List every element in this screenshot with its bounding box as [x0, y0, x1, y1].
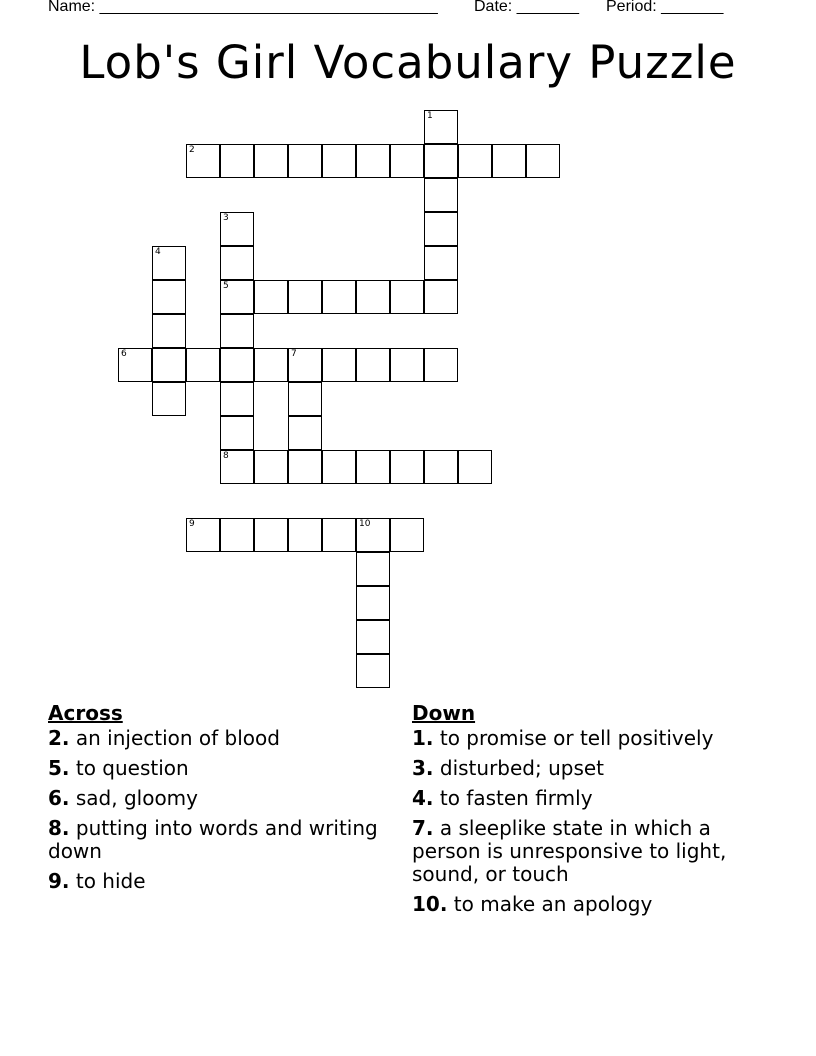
crossword-cell[interactable] — [288, 280, 322, 314]
crossword-cell[interactable] — [118, 348, 152, 382]
clue-number: 9 — [189, 519, 195, 529]
crossword-cell[interactable] — [220, 450, 254, 484]
crossword-cell[interactable] — [220, 280, 254, 314]
across-clue — [48, 817, 378, 863]
down-clue — [412, 787, 772, 810]
clue-number: 5. — [48, 756, 70, 780]
crossword-cell[interactable] — [254, 144, 288, 178]
crossword-cell[interactable] — [220, 348, 254, 382]
crossword-cell[interactable] — [390, 280, 424, 314]
across-clue — [48, 870, 378, 893]
crossword-cell[interactable] — [356, 586, 390, 620]
crossword-cell[interactable] — [288, 348, 322, 382]
across-clue — [48, 787, 378, 810]
crossword-cell[interactable] — [424, 450, 458, 484]
clue-number: 6. — [48, 786, 70, 810]
clue-number: 4 — [155, 247, 161, 257]
crossword-cell[interactable] — [492, 144, 526, 178]
crossword-cell[interactable] — [356, 552, 390, 586]
crossword-cell[interactable] — [254, 450, 288, 484]
clue-number: 10. — [412, 892, 448, 916]
crossword-cell[interactable] — [424, 246, 458, 280]
crossword-cell[interactable] — [424, 110, 458, 144]
clue-text: an injection of blood — [69, 726, 280, 750]
across-clue-list — [48, 727, 378, 893]
crossword-cell[interactable] — [390, 518, 424, 552]
clue-text: disturbed; upset — [433, 756, 605, 780]
crossword-cell[interactable] — [186, 518, 220, 552]
crossword-cell[interactable] — [322, 518, 356, 552]
across-clue — [48, 757, 378, 780]
crossword-cell[interactable] — [356, 654, 390, 688]
clue-number: 3. — [412, 756, 434, 780]
clue-text: to hide — [69, 869, 146, 893]
crossword-cell[interactable] — [152, 280, 186, 314]
crossword-cell[interactable] — [356, 518, 390, 552]
clue-number: 1 — [427, 111, 433, 121]
clue-number: 3 — [223, 213, 229, 223]
crossword-cell[interactable] — [288, 518, 322, 552]
crossword-cell[interactable] — [220, 382, 254, 416]
clue-text: to make an apology — [447, 892, 653, 916]
crossword-cell[interactable] — [288, 382, 322, 416]
clue-text: a sleeplike state in which a person is unresponsive to light, sound, or touch — [412, 816, 727, 886]
crossword-cell[interactable] — [424, 348, 458, 382]
crossword-cell[interactable] — [322, 348, 356, 382]
clue-number: 4. — [412, 786, 434, 810]
crossword-cell[interactable] — [356, 450, 390, 484]
crossword-cell[interactable] — [288, 416, 322, 450]
down-clue — [412, 727, 772, 750]
puzzle-title: Lob's Girl Vocabulary Puzzle — [79, 36, 737, 89]
crossword-cell[interactable] — [220, 212, 254, 246]
crossword-cell[interactable] — [424, 212, 458, 246]
crossword-cell[interactable] — [390, 348, 424, 382]
clue-number: 7. — [412, 816, 434, 840]
down-clue — [412, 893, 772, 916]
crossword-cell[interactable] — [186, 144, 220, 178]
crossword-cell[interactable] — [390, 144, 424, 178]
crossword-cell[interactable] — [356, 348, 390, 382]
clue-text: to fasten firmly — [433, 786, 593, 810]
period-field-label: Period: _______ — [606, 0, 724, 15]
crossword-cell[interactable] — [152, 348, 186, 382]
crossword-cell[interactable] — [458, 450, 492, 484]
crossword-cell[interactable] — [288, 450, 322, 484]
crossword-cell[interactable] — [152, 246, 186, 280]
crossword-cell[interactable] — [424, 280, 458, 314]
crossword-cell[interactable] — [526, 144, 560, 178]
crossword-cell[interactable] — [322, 144, 356, 178]
crossword-cell[interactable] — [152, 314, 186, 348]
crossword-cell[interactable] — [254, 518, 288, 552]
crossword-cell[interactable] — [356, 280, 390, 314]
clue-text: sad, gloomy — [69, 786, 199, 810]
crossword-cell[interactable] — [322, 280, 356, 314]
crossword-cell[interactable] — [220, 416, 254, 450]
down-clues — [412, 702, 772, 923]
name-field-label: Name: ______________________________________ — [48, 0, 438, 15]
crossword-cell[interactable] — [356, 620, 390, 654]
clue-number: 10 — [359, 519, 371, 529]
crossword-cell[interactable] — [322, 450, 356, 484]
across-clue — [48, 727, 378, 750]
clue-number: 8. — [48, 816, 70, 840]
crossword-cell[interactable] — [220, 518, 254, 552]
across-clues — [48, 702, 378, 900]
clue-text: putting into words and writing down — [48, 816, 378, 863]
crossword-cell[interactable] — [288, 144, 322, 178]
crossword-cell[interactable] — [220, 246, 254, 280]
clue-number: 1. — [412, 726, 434, 750]
crossword-cell[interactable] — [458, 144, 492, 178]
down-clue-list — [412, 727, 772, 916]
across-heading: Across — [48, 701, 123, 725]
crossword-cell[interactable] — [356, 144, 390, 178]
clue-number: 9. — [48, 869, 70, 893]
clue-text: to promise or tell positively — [433, 726, 714, 750]
clue-number: 6 — [121, 349, 127, 359]
clue-text: to question — [69, 756, 189, 780]
clue-number: 7 — [291, 349, 297, 359]
clue-number: 2. — [48, 726, 70, 750]
crossword-cell[interactable] — [220, 314, 254, 348]
crossword-cell[interactable] — [390, 450, 424, 484]
clue-number: 8 — [223, 451, 229, 461]
crossword-cell[interactable] — [254, 280, 288, 314]
down-heading: Down — [412, 701, 476, 725]
crossword-cell[interactable] — [152, 382, 186, 416]
down-clue — [412, 817, 772, 886]
date-field-label: Date: _______ — [474, 0, 579, 15]
clue-number: 5 — [223, 281, 229, 291]
clue-number: 2 — [189, 145, 195, 155]
crossword-cell[interactable] — [424, 178, 458, 212]
crossword-cell[interactable] — [424, 144, 458, 178]
crossword-cell[interactable] — [220, 144, 254, 178]
down-clue — [412, 757, 772, 780]
crossword-cell[interactable] — [186, 348, 220, 382]
crossword-cell[interactable] — [254, 348, 288, 382]
